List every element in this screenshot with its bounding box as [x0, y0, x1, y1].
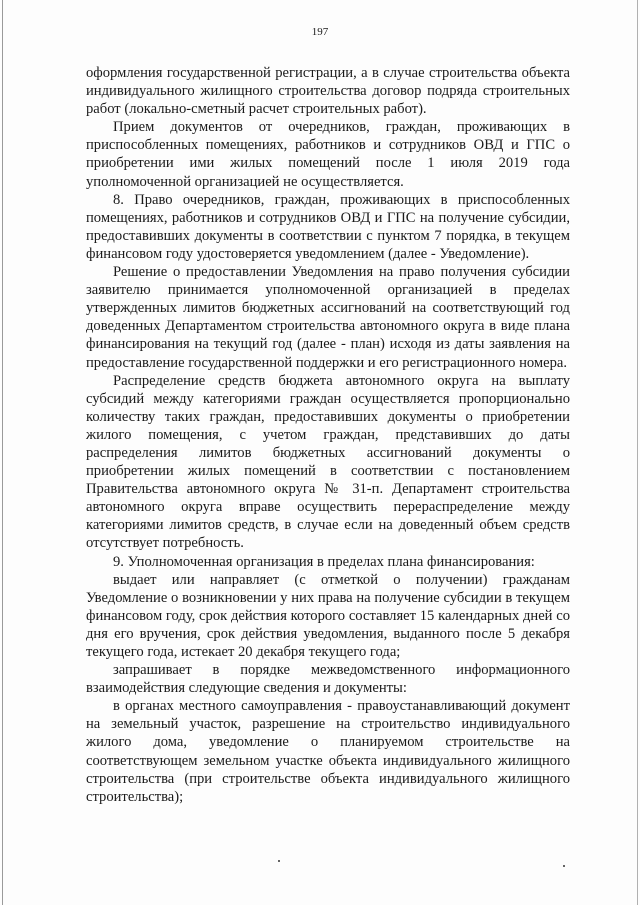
scan-speck [563, 865, 565, 867]
paragraph-local-authorities: в органах местного самоуправления - правоустанавливающий документ на земельный участок, разрешение на строительство индивидуального жилого дома, уведомление о планируемом строительстве на соответствующем земельном участке объекта индивидуального жилищного строительства (при строительстве объекта индивидуального жилищного строительства); [86, 698, 570, 805]
paragraph-clause-8: 8. Право очередников, граждан, проживающих в приспособленных помещениях, работников и сотрудников ОВД и ГПС на получение субсидии, предоставивших документы в соответствии с пунктом 7 порядка, в текущем финансовом году удостоверяется уведомлением (далее - Уведомление). [86, 191, 570, 262]
scan-speck [278, 860, 280, 862]
paragraph-document-acceptance: Прием документов от очередников, граждан, проживающих в приспособленных помещениях, работников и сотрудников ОВД и ГПС о приобретении ими жилых помещений после 1 июля 2019 года уполномоченной организацией не осуществляется. [86, 119, 570, 190]
paragraph-notification-decision: Решение о предоставлении Уведомления на право получения субсидии заявителю принимается уполномоченной организацией в пределах утвержденных лимитов бюджетных ассигнований на соответствующий год доведенных Департаментом строительства автономного округа в виде плана финансирования на текущий год (далее - план) исходя из даты заявления на предоставление государственной поддержки и его регистрационного номера. [86, 264, 570, 371]
paragraph-interagency-request: запрашивает в порядке межведомственного информационного взаимодействия следующие сведения и документы: [86, 662, 570, 697]
scan-right-edge [637, 0, 638, 905]
paragraph-registration-continuation: оформления государственной регистрации, а в случае строительства объекта индивидуального жилищного строительства договор подряда строительных работ (локально-сметный расчет строительных работ). [86, 65, 570, 118]
paragraph-issue-notification: выдает или направляет (с отметкой о получении) гражданам Уведомление о возникновении у них права на получение субсидии в текущем финансовом году, срок действия которого составляет 15 календарных дней со дня его вручения, срок действия уведомления, выданного после 5 декабря текущего года, истекает 20 декабря текущего года; [86, 571, 570, 660]
paragraph-budget-distribution: Распределение средств бюджета автономного округа на выплату субсидий между категориями граждан осуществляется пропорционально количеству таких граждан, предоставивших документы о приобретении жилого помещения, с учетом граждан, представивших до даты распределения лимитов бюджетных ассигнований документы о приобретении жилых помещений в соответствии с постановлением Правительства автономного округа № 31-п. Департамент строительства автономного округа вправе осуществить перераспределение между категориями лимитов средств, в случае если на доведенный объем средств отсутствует потребность. [86, 372, 570, 552]
paragraph-clause-9: 9. Уполномоченная организация в пределах плана финансирования: [113, 553, 535, 570]
scan-left-edge [2, 0, 3, 905]
page-number: 197 [311, 26, 329, 38]
document-body [86, 64, 570, 806]
